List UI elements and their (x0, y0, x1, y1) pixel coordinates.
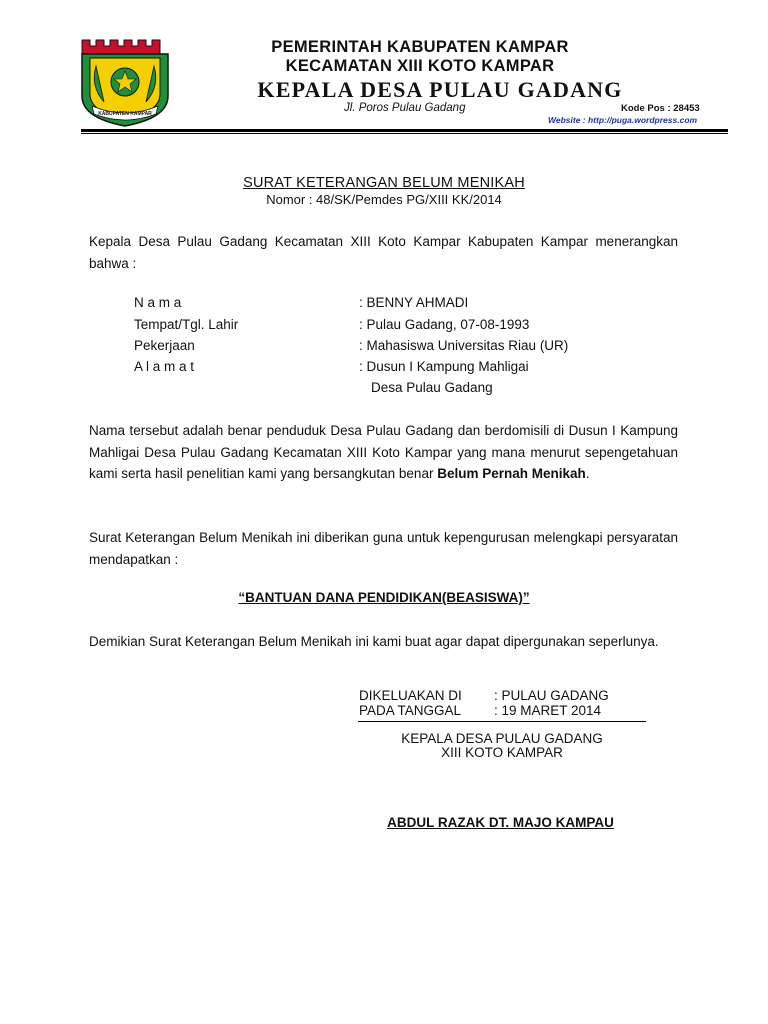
statement-text: Nama tersebut adalah benar penduduk Desa Pulau Gadang dan berdomisili di Dusun I Kampung Mahligai Desa Pulau Gadang Kecamatan XIII Koto Kampar yang mana menurut sepengetahuan kami serta hasil penelitian kami yang bersangkutan benar (89, 423, 678, 481)
header-rule-thin (81, 133, 728, 134)
signatory-position-district: XIII KOTO KAMPAR (441, 745, 563, 760)
header-rule-thick (81, 129, 728, 132)
svg-text:KABUPATEN KAMPAR: KABUPATEN KAMPAR (98, 111, 152, 117)
header-address: Jl. Poros Pulau Gadang (344, 102, 466, 114)
field-value-occupation: : Mahasiswa Universitas Riau (UR) (359, 338, 569, 353)
field-value-name: : BENNY AHMADI (359, 295, 469, 310)
header-government: PEMERINTAH KABUPATEN KAMPAR (271, 38, 569, 56)
field-label-address: A l a m a t (134, 359, 195, 374)
header-village-head: KEPALA DESA PULAU GADANG (257, 77, 623, 102)
issued-place-value: : PULAU GADANG (494, 688, 609, 703)
field-value-address: : Dusun I Kampung Mahligai (359, 359, 529, 374)
header-postal-code: Kode Pos : 28453 (621, 103, 700, 114)
intro-paragraph: Kepala Desa Pulau Gadang Kecamatan XIII Koto Kampar Kabupaten Kampar menerangkan bahwa : (89, 234, 678, 271)
field-label-birth: Tempat/Tgl. Lahir (134, 317, 239, 332)
issued-place-label: DIKELUAKAN DI (359, 688, 462, 703)
field-label-name: N a m a (134, 295, 182, 310)
field-label-occupation: Pekerjaan (134, 338, 195, 353)
field-value-address-line2: Desa Pulau Gadang (371, 380, 493, 395)
letter-title: SURAT KETERANGAN BELUM MENIKAH (243, 175, 525, 191)
kampar-regency-emblem (80, 36, 170, 128)
purpose-paragraph: Surat Keterangan Belum Menikah ini diberikan guna untuk kepengurusan melengkapi persyaratan mendapatkan : (89, 530, 678, 567)
signatory-name: ABDUL RAZAK DT. MAJO KAMPAU (387, 815, 614, 830)
letter-number: Nomor : 48/SK/Pemdes PG/XIII KK/2014 (266, 192, 502, 207)
statement-bold: Belum Pernah Menikah (437, 466, 586, 481)
statement-paragraph (89, 420, 678, 485)
field-value-birth: : Pulau Gadang, 07-08-1993 (359, 317, 530, 332)
signatory-position: KEPALA DESA PULAU GADANG (401, 731, 603, 746)
header-district: KECAMATAN XIII KOTO KAMPAR (285, 57, 555, 75)
signature-divider (358, 721, 646, 722)
issued-date-value: : 19 MARET 2014 (494, 703, 602, 718)
header-website: Website : http://puga.wordpress.com (548, 115, 698, 125)
issued-date-label: PADA TANGGAL (359, 703, 462, 718)
statement-end: . (585, 466, 590, 481)
purpose-title: “BANTUAN DANA PENDIDIKAN(BEASISWA)” (238, 590, 530, 605)
closing-paragraph: Demikian Surat Keterangan Belum Menikah ini kami buat agar dapat dipergunakan seperlunya. (89, 634, 659, 649)
